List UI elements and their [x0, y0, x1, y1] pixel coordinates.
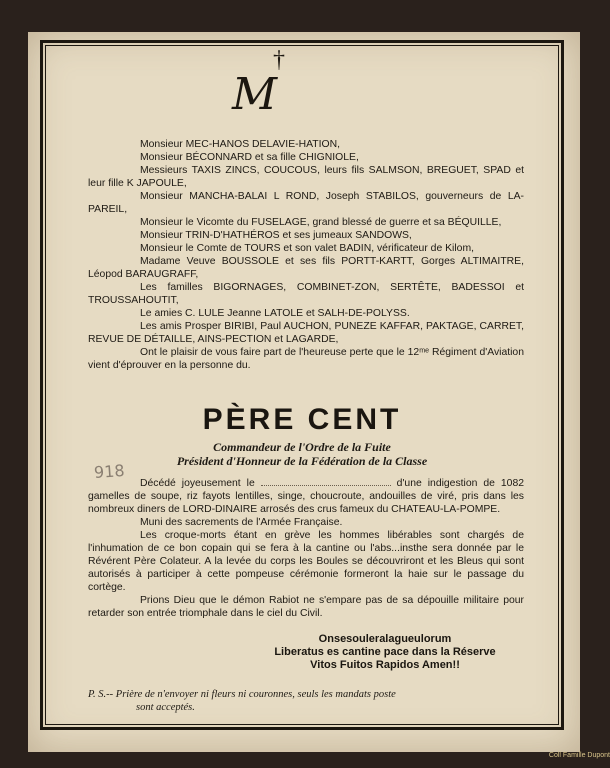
death-rest: d'une indigestion de 1082 gamelles de soupe, riz fayots lentilles, singe, choucroute, andouilles de viré, pris dans les nombreux diners de LORD-DINAIRE arrosés des crus fameux du CHATEAU-LA-POMPE.	[88, 478, 524, 515]
latin-motto	[240, 633, 530, 672]
family-line: Monsieur le Vicomte du FUSELAGE, grand blessé de guerre et sa BÉQUILLE,	[140, 217, 502, 228]
postscript-line: P. S.-- Prière de n'envoyer ni fleurs ni couronnes, seuls les mandats poste	[88, 689, 396, 700]
collection-credit: Coll Famille Dupont	[548, 752, 610, 759]
death-notice	[88, 476, 524, 620]
ornamental-initial: M	[232, 69, 278, 120]
family-line: Monsieur MANCHA-BALAI L ROND, Joseph STABILOS, gouverneurs de LA-PAREIL,	[88, 191, 524, 215]
postscript	[88, 688, 524, 714]
notice-paragraph: Prions Dieu que le démon Rabiot ne s'empare pas de sa dépouille militaire pour retarder son entrée triomphale dans le ciel du Civil.	[88, 595, 524, 619]
family-line: Monsieur MEC-HANOS DELAVIE-HATION,	[140, 139, 340, 150]
notice-paragraph: Muni des sacrements de l'Armée Française.	[140, 517, 343, 528]
family-line: Monsieur BÉCONNARD et sa fille CHIGNIOLE,	[140, 152, 359, 163]
family-line: Le amies C. LULE Jeanne LATOLE et SALH-DE-POLYSS.	[140, 308, 410, 319]
motto-line: Vitos Fuitos Rapidos Amen!!	[310, 659, 460, 671]
title-line: Commandeur de l'Ordre de la Fuite	[213, 440, 391, 454]
family-line: Messieurs TAXIS ZINCS, COUCOUS, leurs fils SALMSON, BREGUET, SPAD et leur fille K JAPOULE,	[88, 165, 524, 189]
cross-icon: †	[273, 47, 285, 73]
announcement-line: Ont le plaisir de vous faire part de l'heureuse perte que le 12ᵐᵉ Régiment d'Aviation vient d'éprouver en la personne du.	[88, 347, 524, 371]
death-intro: Décédé joyeusement le	[140, 478, 255, 489]
title-line: Président d'Honneur de la Fédération de la Classe	[176, 454, 428, 468]
motto-line: Liberatus es cantine pace dans la Réserve	[274, 646, 496, 658]
motto-line: Onsesouleralagueulorum	[318, 633, 452, 645]
family-line: Monsieur TRIN-D'HATHÉROS et ses jumeaux SANDOWS,	[140, 230, 412, 241]
family-line: Madame Veuve BOUSSOLE et ses fils PORTT-KARTT, Gorges ALTIMAITRE, Léopod BARAUGRAFF,	[88, 256, 524, 280]
family-line: Les amis Prosper BIRIBI, Paul AUCHON, PUNEZE KAFFAR, PAKTAGE, CARRET, REVUE DE DÉTAILLE, AINS-PECTION et LAGARDE,	[88, 321, 524, 345]
notice-paragraph: Les croque-morts étant en grève les hommes libérables sont chargés de l'inhumation de ce bon copain qui se fera à la cantine ou l'abs...insthe sera donnée par le Révérent Père Colateur. A la levée du corps les Boules se découvriront et les Bleus qui sont autorisés à participer à cette pompeuse cérémonie formeront la haie sur le passage du cortège.	[88, 530, 524, 593]
death-paragraph	[88, 476, 524, 516]
date-blank	[261, 476, 391, 486]
deceased-name: PÈRE CENT	[202, 403, 402, 436]
family-line: Les familles BIGORNAGES, COMBINET-ZON, SERTÊTE, BADESSOI et TROUSSAHOUTIT,	[88, 282, 524, 306]
family-list	[88, 138, 524, 372]
postscript-line: sont acceptés.	[136, 702, 195, 713]
handwritten-annotation: 918	[93, 460, 126, 483]
family-line: Monsieur le Comte de TOURS et son valet BADIN, vérificateur de Kilom,	[140, 243, 474, 254]
